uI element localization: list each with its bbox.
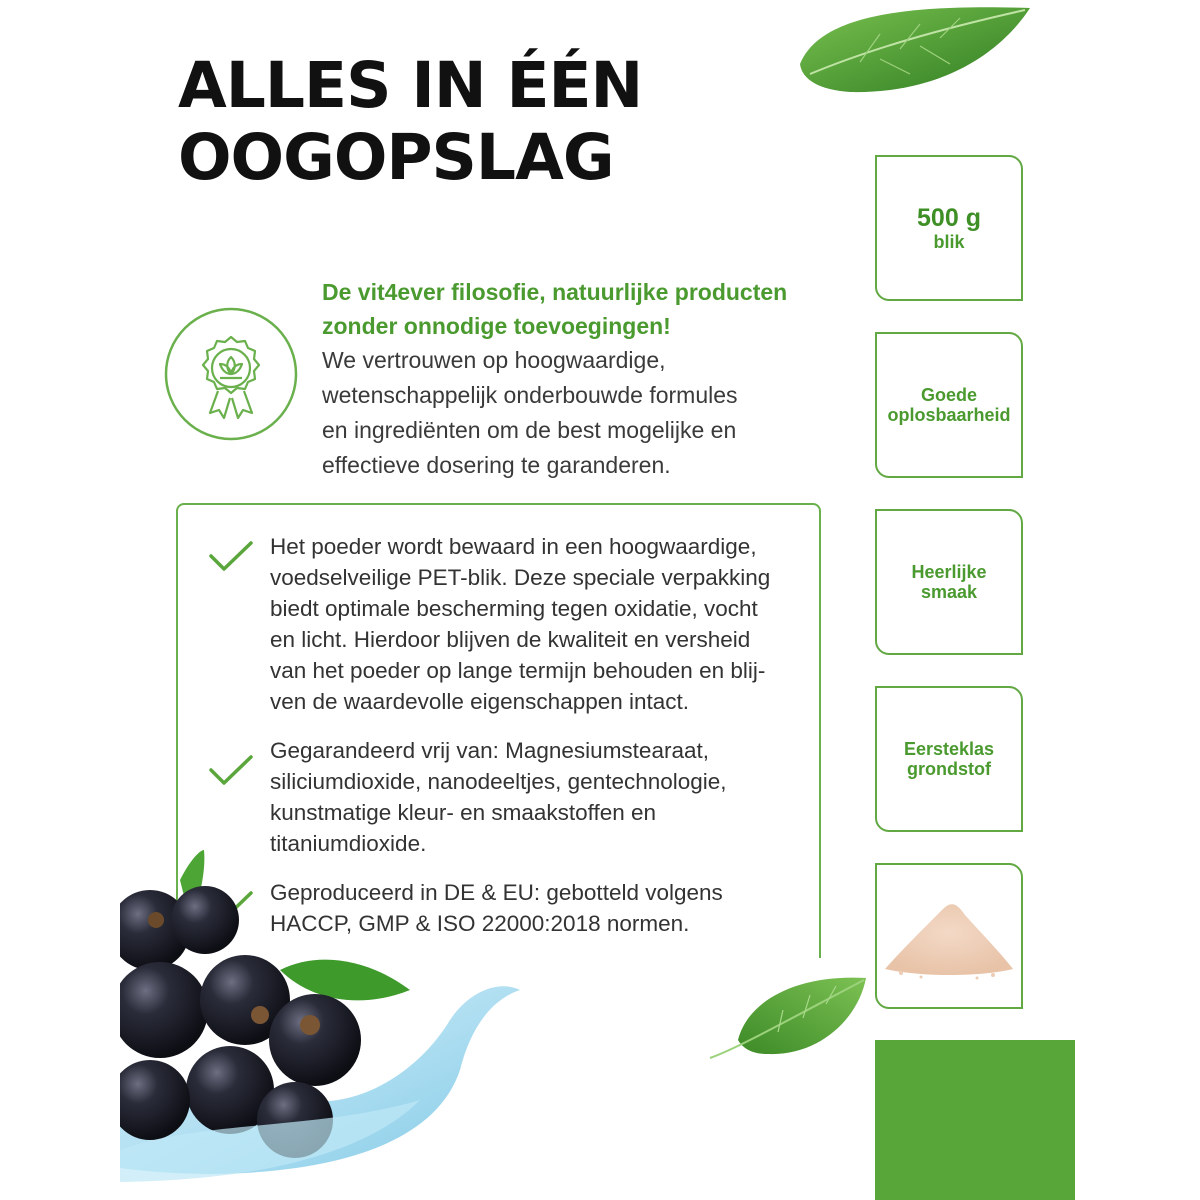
feature-label: Eersteklas: [903, 739, 995, 759]
feature-size: [875, 155, 1023, 301]
page-title: [178, 50, 642, 194]
body-line: We vertrouwen op hoogwaardige,: [322, 347, 666, 373]
philosophy-lead: [322, 275, 822, 343]
text-line: Geproduceerd in DE & EU: gebotteld volgens: [270, 880, 723, 905]
text-line: HACCP, GMP & ISO 22000:2018 normen.: [270, 911, 690, 936]
list-item: [208, 531, 788, 717]
text-line: siliciumdioxide, nanodeeltjes, gentechnologie,: [270, 769, 727, 794]
feature-label: Goede: [920, 385, 977, 405]
feature-label: grondstof: [907, 759, 991, 779]
feature-quality: [875, 686, 1023, 832]
lead-line: De vit4ever filosofie, natuurlijke producten: [322, 279, 788, 305]
title-line-1: ALLES IN ÉÉN: [178, 49, 643, 122]
text-line: Gegarandeerd vrij van: Magnesiumstearaat,: [270, 738, 709, 763]
text-line: biedt optimale bescherming tegen oxidatie, vocht: [270, 596, 758, 621]
text-line: voedselveilige PET-blik. Deze speciale verpakking: [270, 565, 771, 590]
text-line: en licht. Hierdoor blijven de kwaliteit en versheid: [270, 627, 751, 652]
feature-label: oplosbaarheid: [887, 405, 1011, 425]
lead-line: zonder onnodige toevoegingen!: [322, 313, 671, 339]
checkmark-icon: [208, 753, 254, 787]
quality-seal-icon: [164, 307, 298, 441]
feature-label: smaak: [920, 582, 978, 602]
list-item-text: [208, 735, 788, 859]
feature-powder: [875, 863, 1023, 1009]
checkmark-icon: [208, 539, 254, 573]
body-line: wetenschappelijk onderbouwde formules: [322, 382, 738, 408]
text-line: titaniumdioxide.: [270, 831, 427, 856]
text-line: van het poeder op lange termijn behouden en blij-: [270, 658, 766, 683]
mint-leaf-icon: [708, 970, 870, 1062]
size-value: 500 g: [917, 204, 981, 232]
feature-taste: [875, 509, 1023, 655]
text-line: kunstmatige kleur- en smaakstoffen en: [270, 800, 657, 825]
body-line: effectieve dosering te garanderen.: [322, 452, 671, 478]
feature-solubility: [875, 332, 1023, 478]
text-line: ven de waardevolle eigenschappen intact.: [270, 689, 690, 714]
size-unit: blik: [933, 232, 965, 252]
blackcurrant-icon: [120, 850, 540, 1185]
green-accent-block: [875, 1040, 1075, 1200]
list-item-text: [208, 531, 788, 717]
list-item: [208, 735, 788, 859]
feature-label: Heerlijke: [911, 562, 987, 582]
philosophy-body: [322, 343, 822, 483]
mint-leaf-icon: [790, 4, 1035, 96]
text-line: Het poeder wordt bewaard in een hoogwaardige,: [270, 534, 757, 559]
title-line-2: OOGOPSLAG: [178, 121, 614, 194]
body-line: en ingrediënten om de best mogelijke en: [322, 417, 737, 443]
philosophy-section: [322, 275, 822, 483]
powder-pile-icon: [881, 891, 1017, 981]
